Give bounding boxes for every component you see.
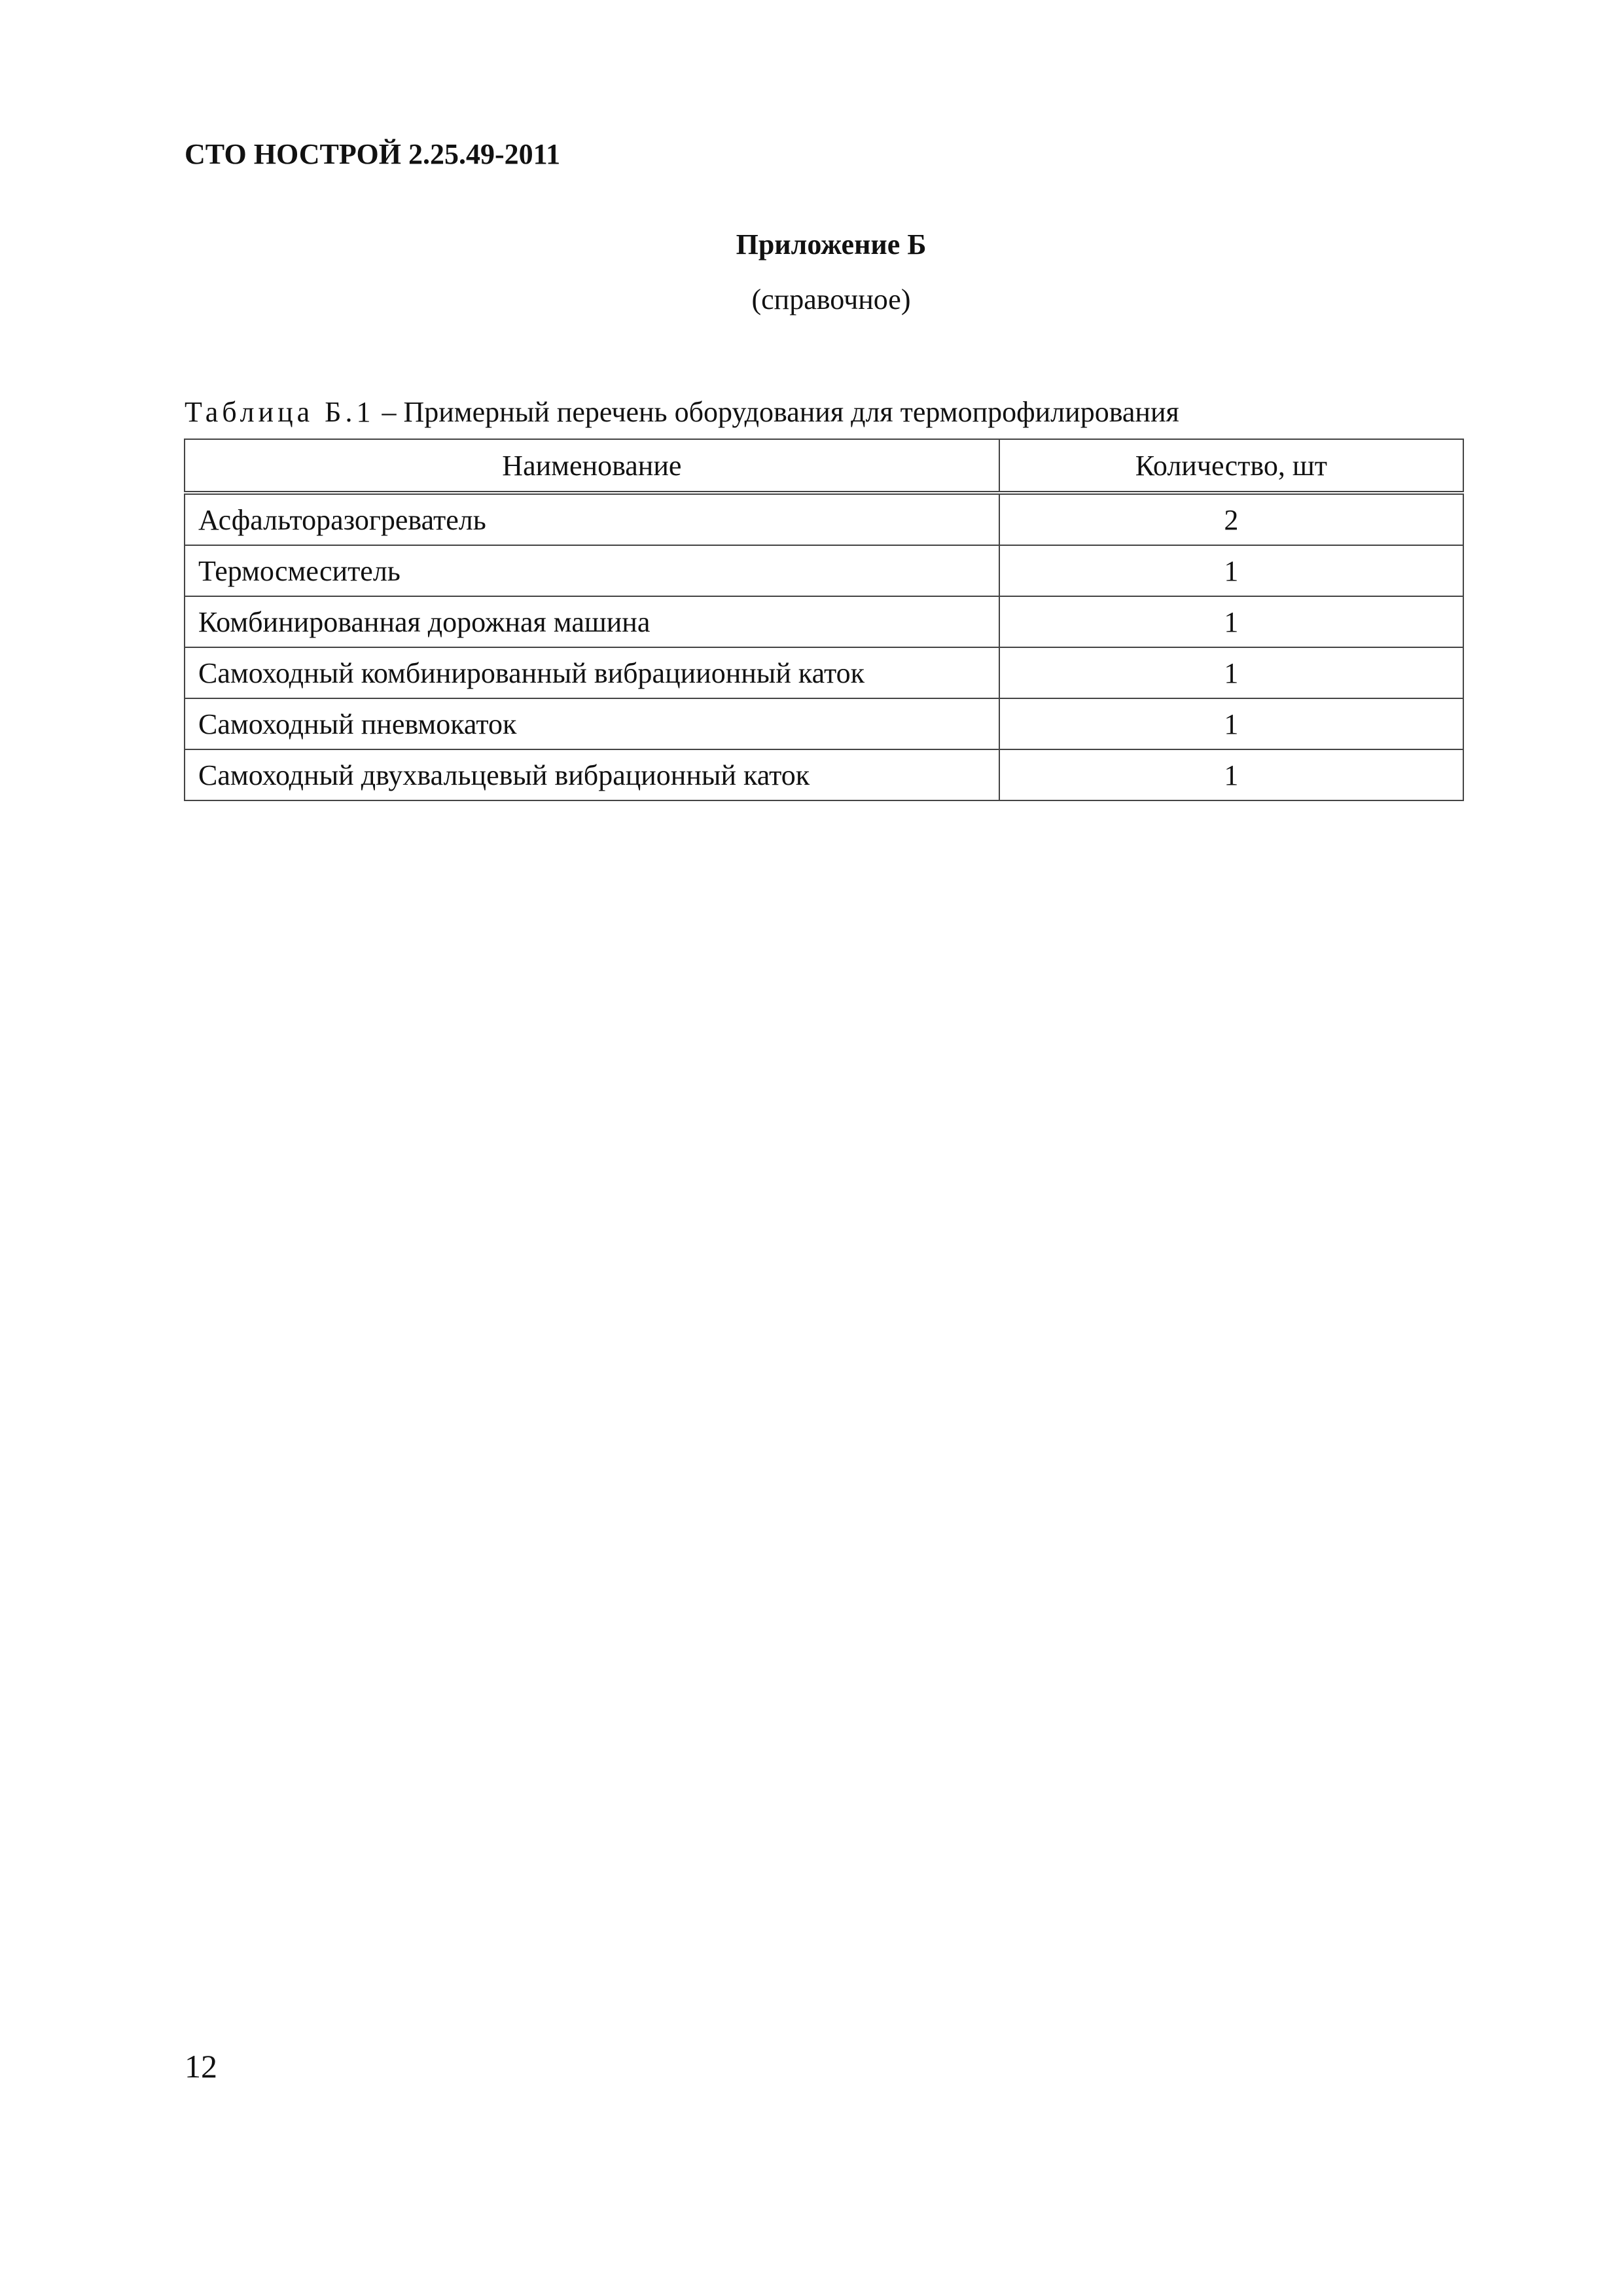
page-number: 12 bbox=[185, 2048, 217, 2085]
equipment-quantity-cell: 2 bbox=[999, 493, 1463, 545]
equipment-quantity-cell: 1 bbox=[999, 596, 1463, 647]
equipment-name-cell: Комбинированная дорожная машина bbox=[185, 596, 999, 647]
equipment-quantity-cell: 1 bbox=[999, 647, 1463, 698]
column-header-name: Наименование bbox=[185, 439, 999, 493]
equipment-name-cell: Самоходный пневмокаток bbox=[185, 698, 999, 749]
table-row bbox=[185, 647, 1463, 698]
equipment-name-cell: Самоходный комбинированный вибрациионный каток bbox=[185, 647, 999, 698]
table-row bbox=[185, 596, 1463, 647]
equipment-quantity-cell: 1 bbox=[999, 545, 1463, 596]
equipment-quantity-cell: 1 bbox=[999, 698, 1463, 749]
table-caption-label: Таблица Б.1 bbox=[185, 396, 375, 428]
equipment-table bbox=[184, 439, 1464, 801]
appendix-subtitle: (справочное) bbox=[751, 283, 911, 315]
table-row bbox=[185, 698, 1463, 749]
equipment-name-cell: Самоходный двухвальцевый вибрационный каток bbox=[185, 749, 999, 800]
table-row bbox=[185, 545, 1463, 596]
table-caption bbox=[185, 395, 1179, 429]
table-header-row bbox=[185, 439, 1463, 493]
column-header-quantity: Количество, шт bbox=[999, 439, 1463, 493]
table-caption-text: – Примерный перечень оборудования для термопрофилирования bbox=[374, 396, 1179, 428]
equipment-name-cell: Асфальторазогреватель bbox=[185, 493, 999, 545]
document-code: СТО НОСТРОЙ 2.25.49-2011 bbox=[185, 138, 561, 170]
appendix-title: Приложение Б bbox=[736, 228, 927, 260]
equipment-name-cell: Термосмеситель bbox=[185, 545, 999, 596]
equipment-quantity-cell: 1 bbox=[999, 749, 1463, 800]
table-row bbox=[185, 493, 1463, 545]
table-row bbox=[185, 749, 1463, 800]
